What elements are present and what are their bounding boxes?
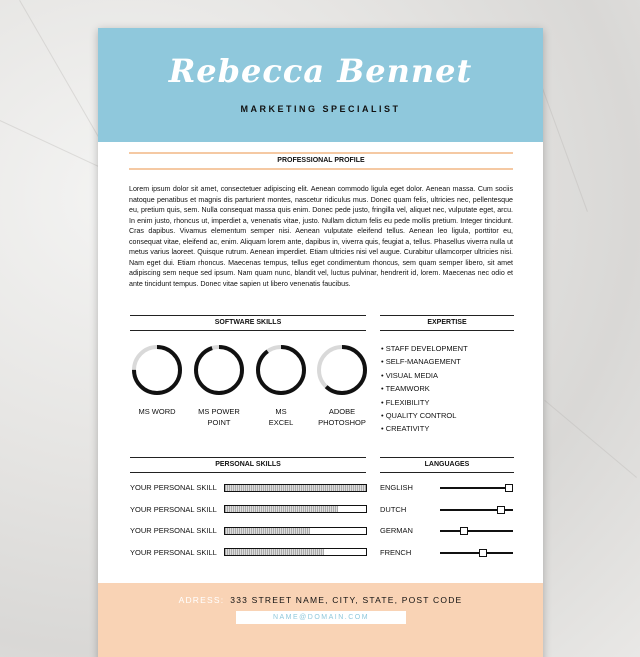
skill-ring-label <box>310 407 374 428</box>
address-label: ADRESS: <box>178 595 225 605</box>
skill-ring-label-line: POINT <box>207 417 231 427</box>
skill-ring-label <box>125 407 189 418</box>
skill-ring <box>193 344 245 396</box>
language-label: FRENCH <box>380 547 412 557</box>
personal-skill-bar-fill <box>225 549 324 555</box>
expertise-item: • FLEXIBILITY <box>381 397 430 407</box>
marble-vein <box>539 80 588 212</box>
expertise-list <box>381 342 521 436</box>
expertise-item: • VISUAL MEDIA <box>381 370 438 380</box>
language-slider-track <box>440 530 513 532</box>
skill-ring <box>255 344 307 396</box>
skill-ring-label-line: MS WORD <box>138 407 176 416</box>
resume-footer <box>98 583 543 657</box>
ring-fill <box>196 347 242 393</box>
personal-skill-label: YOUR PERSONAL SKILL <box>130 547 217 557</box>
personal-skill-bar-fill <box>225 528 310 534</box>
skill-ring-label <box>187 407 251 428</box>
skill-ring-label-line: PHOTOSHOP <box>318 417 366 427</box>
section-header-profile: PROFESSIONAL PROFILE <box>129 152 513 170</box>
address-text: 333 STREET NAME, CITY, STATE, POST CODE <box>230 595 463 605</box>
personal-skill-label: YOUR PERSONAL SKILL <box>130 526 217 535</box>
skill-ring <box>316 344 368 396</box>
resume-page <box>98 28 543 657</box>
skill-ring-label <box>249 407 313 428</box>
language-slider-track <box>440 487 513 489</box>
marble-vein <box>544 400 637 478</box>
personal-skill-bar <box>224 484 367 492</box>
language-label: GERMAN <box>380 526 413 535</box>
personal-skill-bar <box>224 527 367 535</box>
language-slider-knob <box>505 484 513 492</box>
section-header-languages: LANGUAGES <box>380 457 514 473</box>
personal-skill-label: YOUR PERSONAL SKILL <box>130 483 217 492</box>
expertise-item: • CREATIVITY <box>381 424 430 434</box>
skill-ring-label-line: ADOBE <box>328 407 356 416</box>
ring-fill <box>258 347 304 393</box>
section-header-software: SOFTWARE SKILLS <box>130 315 366 331</box>
language-label: DUTCH <box>380 504 407 514</box>
expertise-item: • SELF-MANAGEMENT <box>381 357 461 367</box>
skill-ring <box>131 344 183 396</box>
personal-skill-bar <box>224 505 367 513</box>
personal-skill-label: YOUR PERSONAL SKILL <box>130 504 217 514</box>
candidate-name: Rebecca Bennet <box>168 52 473 90</box>
personal-skill-bar-fill <box>225 485 366 491</box>
address-line <box>98 595 543 605</box>
expertise-item: • STAFF DEVELOPMENT <box>381 344 468 353</box>
personal-skill-bar <box>224 548 367 556</box>
personal-skill-bar-fill <box>225 506 338 512</box>
language-slider-knob <box>460 527 468 535</box>
expertise-item: • TEAMWORK <box>381 384 430 394</box>
skill-ring-label-line: MS <box>275 407 287 416</box>
profile-paragraph: Lorem ipsum dolor sit amet, consectetuer adipiscing elit. Aenean commodo ligula eget dolor. Aenean massa. Cum sociis natoque penatibus et magnis dis parturient montes, nascetur ridiculus mus. Donec quam felis, ultricies nec, pellentesque eu, pretium quis, sem. Nulla consequat massa quis enim. Donec pede justo, fringilla vel, aliquet nec, vulputate eget, arcu. In enim justo, rhoncus ut, imperdiet a, venenatis vitae, justo. Nullam dictum felis eu pede mollis pretium. Integer tincidunt. Cras dapibus. Vivamus elementum semper nisi. Aenean vulputate eleifend tellus. Aenean leo ligula, porttitor eu, consequat vitae, eleifend ac, enim. Aliquam lorem ante, dapibus in, viverra quis, feugiat a, tellus. Phasellus viverra nulla ut metus varius laoreet. Quisque rutrum. Aenean imperdiet. Etiam ultricies nisi vel augue. Curabitur ullamcorper ultricies nisi. Nam eget dui. Etiam rhoncus. Maecenas tempus, tellus eget condimentum rhoncus, sem quam semper libero, sit amet adipiscing sem neque sed ipsum. Nam quam nunc, blandit vel, luctus pulvinar, hendrerit id, lorem. Maecenas nec odio et ante tincidunt tempus. Donec vitae sapien ut libero venenatis faucibus. <box>129 185 513 288</box>
section-header-expertise: EXPERTISE <box>380 315 514 331</box>
job-title: MARKETING SPECIALIST <box>240 104 401 114</box>
language-slider-knob <box>479 549 487 557</box>
section-header-personal: PERSONAL SKILLS <box>130 457 366 473</box>
expertise-item: • QUALITY CONTROL <box>381 411 457 421</box>
email-field: NAME@DOMAIN.COM <box>236 611 406 624</box>
resume-header <box>98 28 543 142</box>
skill-ring-label-line: MS POWER <box>198 407 240 416</box>
skill-ring-label-line: EXCEL <box>268 417 294 427</box>
language-slider-knob <box>497 506 505 514</box>
language-slider-track <box>440 552 513 554</box>
language-label: ENGLISH <box>380 483 413 492</box>
